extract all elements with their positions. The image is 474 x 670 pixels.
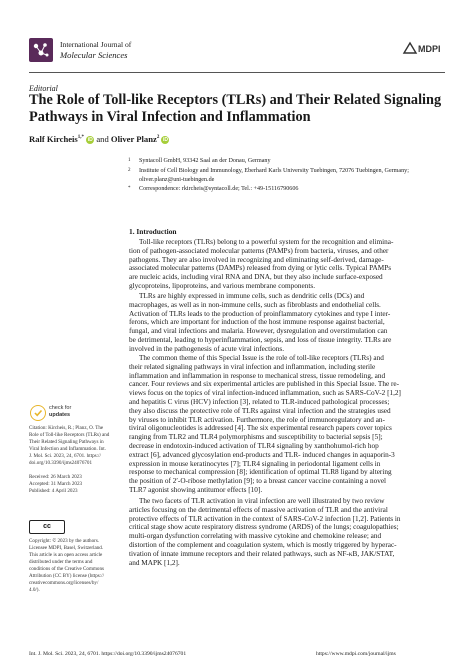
- citation-line: Role of Toll-like Receptors (TLRs) and: [29, 432, 110, 438]
- author-marks: 1,*: [77, 135, 85, 141]
- citation-line: Viral Infection and Inflammation. Int.: [29, 446, 106, 452]
- text-line: involved in the pathogenesis of acute viral infections.: [129, 344, 285, 353]
- text-line: macrophages, as well as in non-immune cells, such as fibroblasts and endothelial cells.: [129, 300, 381, 309]
- affiliation: [128, 157, 271, 165]
- header-divider: [29, 72, 445, 73]
- copyright-line: conditions of the Creative Commons: [29, 566, 104, 572]
- text-line: Activation of TLRs leads to the production of proinflammatory cytokines and type I inter-: [129, 309, 391, 318]
- copyright-line: Licensee MDPI, Basel, Switzerland.: [29, 545, 104, 551]
- text-line: ranging from TLR2 and TLR4 polymorphisms and susceptibility to bacterial sepsis [5];: [129, 433, 383, 442]
- text-line: multi-organ dysfunction correlating with massive cytokine and chemokine release; and: [129, 532, 382, 541]
- text-line: their related signaling pathways in viral infection and inflammation, including sterile: [129, 362, 376, 371]
- check-for-updates-icon[interactable]: [30, 405, 46, 421]
- affiliation-number: 2: [128, 168, 131, 173]
- author-marks: 2: [156, 135, 160, 141]
- text-line: protective effects of TLR activation in the context of SARS-CoV-2 infection [1,2]. Patients in: [129, 514, 401, 523]
- received-date: Received: 26 March 2023: [29, 474, 82, 480]
- orcid-icon[interactable]: iD: [87, 137, 93, 144]
- text-line: TLR7 agonist showing antitumor effects [10].: [129, 485, 263, 494]
- journal-name: [60, 40, 131, 60]
- article-type: Editorial: [29, 84, 58, 93]
- text-line: glycoproteins, lipoproteins, and various membrane components.: [129, 281, 316, 290]
- text-line: articles focusing on the detrimental effects of massive activation of TLR and the antiviral: [129, 505, 388, 514]
- text-line: be detrimental, leading to hyperinflammation, sepsis, and loss of tissue integrity. TLRs are: [129, 335, 392, 344]
- text-line: and MAPK [1,2].: [129, 558, 180, 567]
- citation-line: Their Related Signaling Pathways in: [29, 439, 104, 445]
- check-for-updates-label[interactable]: [49, 405, 71, 418]
- copyright-line: 4.0/).: [29, 587, 40, 593]
- section-heading: 1. Introduction: [129, 227, 177, 236]
- journal-name-line1: International Journal of: [60, 40, 132, 49]
- published-date: Published: 4 April 2023: [29, 488, 78, 494]
- citation-line: doi.org/10.3390/ijms24076701: [29, 460, 93, 466]
- citation-line: J. Mol. Sci. 2023, 24, 6701. https://: [29, 453, 101, 459]
- text-line: are nucleic acids, including viral RNA and DNA, but they also include surface-exposed: [129, 273, 383, 282]
- text-line: distortion of the complement and coagulation system, which is mostly triggered by hyperac-: [129, 540, 397, 549]
- text-line: tivation of innate immune receptors and their related pathways, such as NF-κB, JAK/STAT,: [129, 549, 395, 558]
- updates-line: updates: [49, 411, 71, 418]
- cc-text: cc: [43, 523, 51, 530]
- text-line: tiviral oligonucleotides is addressed [4]. The six experimental research papers cover topics: [129, 424, 392, 433]
- article-title: The Role of Toll-like Receptors (TLRs) and Their Related Signaling Pathways in Viral Infection and Inflammation: [29, 92, 442, 125]
- author-name: Ralf Kircheis: [29, 134, 78, 144]
- orcid-icon[interactable]: iD: [162, 137, 168, 144]
- affiliation-text: oliver.planz@uni-tuebingen.de: [139, 177, 215, 183]
- text-line: The two facets of TLR activation in viral infection are well illustrated by two review: [139, 497, 385, 505]
- citation-line: Citation: Kircheis, R.; Planz, O. The: [29, 425, 104, 431]
- author-name: Oliver Planz: [110, 134, 157, 144]
- text-line: by viruses to inhibit TLR activation. Furthermore, the role of immunoregulatory and an-: [129, 415, 385, 424]
- author-list: [29, 134, 169, 144]
- mdpi-logo: [402, 40, 442, 57]
- text-line: expression in mouse keratinocytes [7]; TLR4 signaling in periodontal ligament cells in: [129, 459, 381, 468]
- paragraph-2: [129, 292, 446, 354]
- creative-commons-by-icon[interactable]: [29, 520, 65, 534]
- affiliation: [128, 185, 299, 193]
- copyright-line: This article is an open access article: [29, 552, 103, 558]
- text-line: decrease in endotoxin-induced activation of TLR4 signaling by xanthohumol-rich hop: [129, 441, 379, 450]
- text-line: inflammation and inflammation in response to mechanical stress, tissue remodeling, and: [129, 371, 386, 380]
- text-line: response to mechanical compression [8]; identification of optimal TLR8 ligand by altering: [129, 468, 392, 477]
- paragraph-3: [129, 354, 446, 495]
- text-line: fungal, and viral infections and malaria. However, dysregulation and overstimulation can: [129, 327, 388, 336]
- paragraph-1: [129, 238, 446, 291]
- footer-citation[interactable]: Int. J. Mol. Sci. 2023, 24, 6701. https://doi.org/10.3390/ijms24076701: [29, 651, 187, 657]
- affiliation-number: *: [128, 186, 131, 191]
- copyright-line: creativecommons.org/licenses/by/: [29, 580, 99, 586]
- text-line: pathogens. They are also involved in recognizing and eliminating self-derived, damage-: [129, 255, 384, 264]
- footer-journal-url[interactable]: https://www.mdpi.com/journal/ijms: [316, 651, 396, 657]
- copyright-line: Copyright: © 2023 by the authors.: [29, 538, 100, 544]
- text-line: TLRs are highly expressed in immune cells, such as dendritic cells (DCs) and: [139, 292, 365, 300]
- text-line: the position of 2′-O-ribose methylation [9]; to a breast cancer vaccine containing a novel: [129, 477, 387, 486]
- text-line: extract [6], advanced glycosylation end-products and TLR- induced changes in aquaporin-3: [129, 450, 395, 459]
- journal-molecule-icon: [29, 38, 53, 62]
- citation-block: [29, 425, 121, 467]
- author-separator: and: [94, 134, 111, 144]
- text-line: they also discuss the protective role of TLRs against viral infection and the strategies used: [129, 406, 391, 415]
- dates-block: [29, 474, 121, 495]
- text-line: Toll-like receptors (TLRs) belong to a powerful system for the recognition and elimina-: [139, 238, 394, 246]
- text-line: ferons, which are important for induction of the host immune response against bacterial,: [129, 318, 385, 327]
- affiliation-text: Correspondence: rkircheis@syntacoll.de; Tel.: +49-15116790606: [139, 186, 299, 192]
- affiliation-text: Institute of Cell Biology and Immunology, Eberhard Karls University Tuebingen, 72076 Tuebingen, Germany;: [139, 168, 409, 174]
- journal-name-line2: Molecular Sciences: [60, 50, 128, 60]
- accepted-date: Accepted: 31 March 2023: [29, 481, 83, 487]
- text-line: and hepatitis C virus (HCV) infection [3], related to TLR-induced pathological processes;: [129, 397, 390, 406]
- text-line: views focus on the topics of viral infection-induced inflammation, such as SARS-CoV-2 [1,2]: [129, 389, 401, 398]
- paragraph-4: [129, 497, 446, 567]
- affiliation-text: Syntacoll GmbH, 93342 Saal an der Donau, Germany: [139, 158, 271, 164]
- copyright-block: [29, 538, 121, 594]
- mdpi-logo-text: MDPI: [418, 44, 441, 54]
- text-line: The common theme of this Special Issue is the role of toll-like receptors (TLRs) and: [139, 354, 384, 362]
- text-line: critical stage show acute respiratory distress syndrome (ARDS) of the lungs; coagulopathies;: [129, 523, 399, 532]
- text-line: cancer. Four reviews and six experimental articles are published in this Special Issue. The re-: [129, 380, 400, 389]
- copyright-line: Attribution (CC BY) license (https://: [29, 573, 104, 579]
- text-line: associated molecular patterns (DAMPs) released from dying or lytic cells. Typical PAMPs: [129, 264, 392, 273]
- copyright-line: distributed under the terms and: [29, 559, 93, 565]
- affiliation: [139, 176, 214, 184]
- updates-line: check for: [49, 405, 72, 411]
- text-line: tion of pathogen-associated molecular patterns (PAMPs) from bacteria, viruses, and other: [129, 246, 389, 255]
- affiliation-number: 1: [128, 158, 131, 163]
- affiliation: [128, 167, 409, 175]
